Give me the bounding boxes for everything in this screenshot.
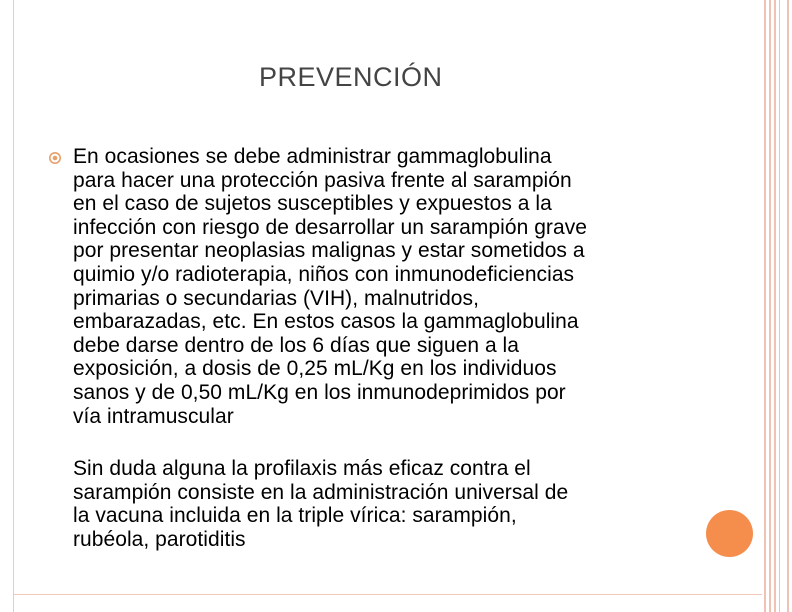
text-line: vía intramuscular — [73, 404, 234, 428]
text-line: para hacer una protección pasiva frente al sarampión — [73, 168, 572, 192]
paragraph-vaccine-prophylaxis — [73, 457, 741, 551]
slide-frame-bottom-line — [13, 594, 762, 595]
slide-frame-right-stripes — [764, 0, 792, 612]
text-line: En ocasiones se debe administrar gammaglobulina — [73, 145, 552, 168]
text-line: embarazadas, etc. En estos casos la gammaglobulina — [73, 310, 579, 334]
slide-title: PREVENCIÓN — [259, 62, 443, 92]
decorative-orange-circle — [706, 510, 753, 557]
text-line: Sin duda alguna la profilaxis más eficaz contra el — [73, 457, 531, 480]
text-line: debe darse dentro de los 6 días que siguen a la — [73, 333, 520, 357]
text-line: la vacuna incluida en la triple vírica: sarampión, — [73, 504, 517, 528]
text-line: primarias o secundarias (VIH), malnutridos, — [73, 286, 479, 310]
text-line: exposición, a dosis de 0,25 mL/Kg en los individuos — [73, 357, 557, 381]
text-line: rubéola, parotiditis — [73, 527, 246, 551]
text-line: por presentar neoplasias malignas y estar sometidos a — [73, 239, 585, 263]
text-line: infección con riesgo de desarrollar un sarampión grave — [73, 215, 587, 239]
paragraph-prevention-gammaglobulin — [73, 145, 741, 428]
text-line: en el caso de sujetos susceptibles y expuestos a la — [73, 192, 552, 216]
slide-frame-left-line — [13, 0, 14, 612]
circle-bullet-icon — [48, 151, 62, 165]
text-line: sanos y de 0,50 mL/Kg en los inmunodeprimidos por — [73, 380, 566, 404]
text-line: sarampión consiste en la administración universal de — [73, 480, 569, 504]
text-line: quimio y/o radioterapia, niños con inmunodeficiencias — [73, 262, 575, 286]
